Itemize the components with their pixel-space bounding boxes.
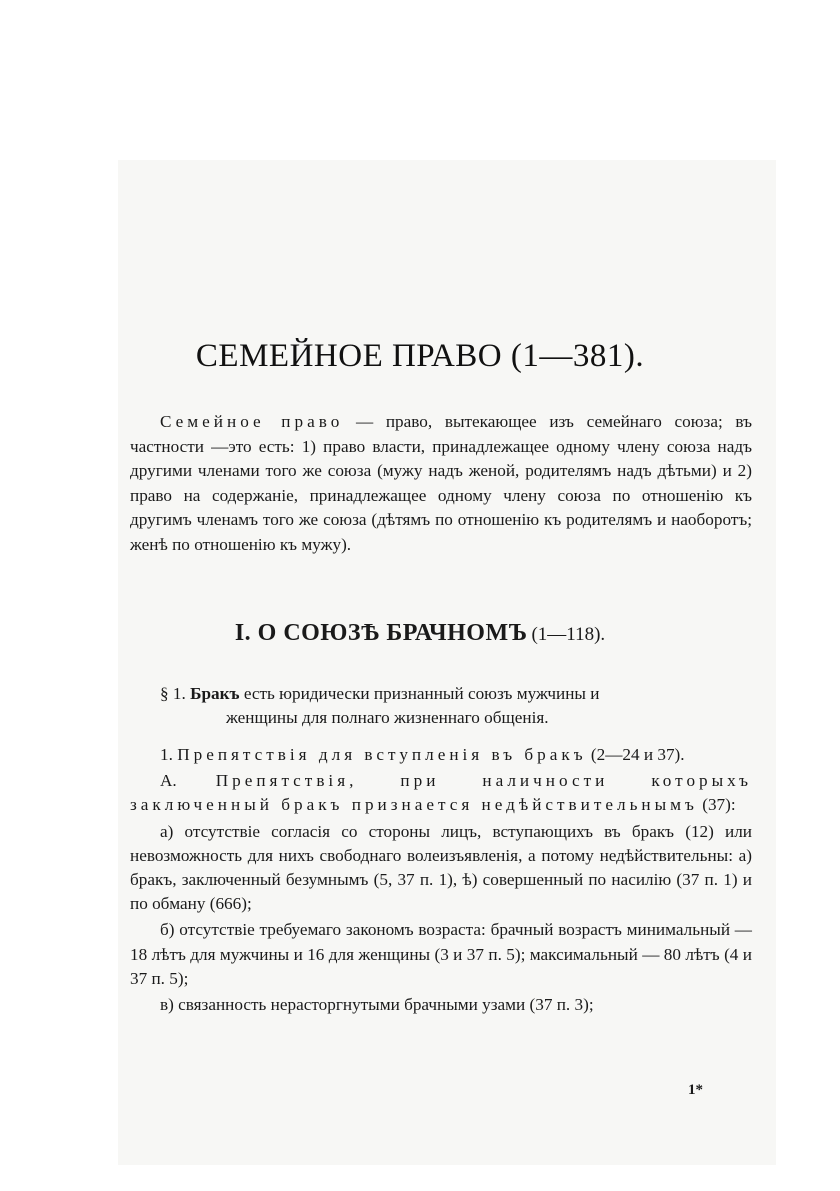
item-a: а) отсутствіе согласія со стороны лицъ, вступающихъ въ бракъ (12) или невозможность для нихъ свободнаго волеизъявленія, а потому недѣйствительны: а) бракъ, заключенный безумнымъ (5, 37 п. 1), ѣ) совершенный по насилію (37 п. 1) и по обману (666);: [130, 821, 752, 914]
paragraph-term: Бракъ: [190, 684, 240, 703]
obstacles-number: 1.: [160, 745, 173, 764]
paragraph-line1: есть юридически признанный союзъ мужчины и: [239, 684, 600, 703]
item-b: б) отсутствіе требуемаго закономъ возраста: брачный возрастъ минимальный — 18 лѣтъ для мужчины и 16 для женщины (3 и 37 п. 5); максимальный — 80 лѣтъ (4 и 37 п. 5);: [130, 920, 752, 988]
item-c: в) связанность нерасторгнутыми брачными узами (37 п. 3);: [160, 995, 594, 1015]
section-title: I. О СОЮЗѢ БРАЧНОМЪ: [234, 620, 528, 646]
paragraph-number: § 1.: [160, 684, 186, 703]
sub-a-heading: Препятствія, при наличности которыхъ заключенный бракъ признается недѣйствительнымъ: [130, 771, 753, 815]
sub-a-label: А.: [160, 771, 177, 791]
page-title: СЕМЕЙНОЕ ПРАВО (1—381).: [195, 338, 645, 374]
intro-paragraph: [130, 410, 752, 558]
signature-mark: 1*: [688, 1082, 703, 1098]
intro-term: Семейное право: [160, 412, 344, 431]
paragraph-line2: женщины для полнаго жизненнаго общенія.: [226, 708, 549, 727]
obstacles-heading: Препятствія для вступленія въ бракъ: [177, 745, 587, 764]
section-heading: [0, 620, 840, 647]
sub-a-rest: (37):: [697, 795, 736, 815]
obstacles-block: [130, 743, 752, 1017]
obstacles-heading-rest: (2—24 и 37).: [586, 745, 685, 764]
paragraph-1: [130, 682, 752, 730]
intro-text: — право, вытекающее изъ семейнаго союза; въ частности —это есть: 1) право власти, принадлежащее одному члену союза надъ другими членами того же союза (мужу надъ женой, родителямъ надъ дѣтьми) и 2) право на содержаніе, принадлежащее одному члену союза по отношенію къ другимъ членамъ того же союза (дѣтямъ по отношенію къ родителямъ и наоборотъ; женѣ по отношенію къ мужу).: [130, 412, 752, 554]
section-range: (1—118).: [531, 624, 606, 645]
